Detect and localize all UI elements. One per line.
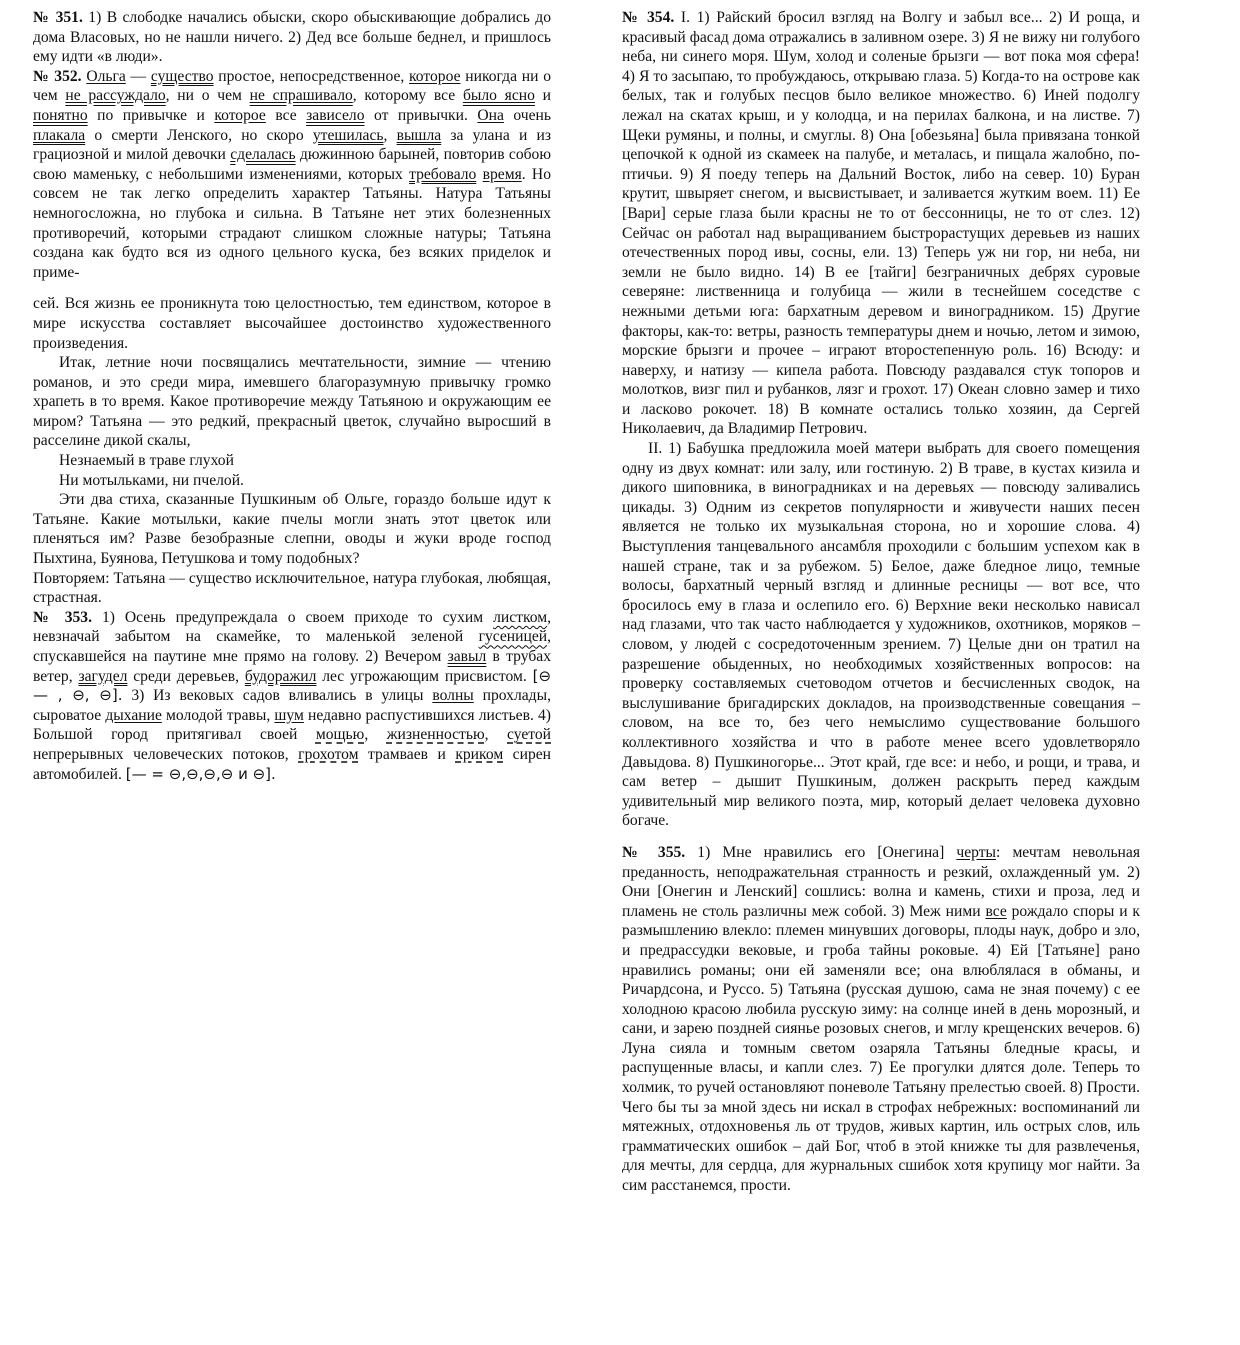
text-run: 3) Из вековых садов вливались в улицы xyxy=(122,687,433,705)
underlined-word: черты xyxy=(956,843,997,861)
underlined-word: понятно xyxy=(33,106,88,124)
exercise-number: № 354. xyxy=(622,9,675,26)
underlined-word: загудел xyxy=(78,667,128,685)
text-run: : мечтам невольная преданность, неподражательная странность и резкий, охлажденный ум. 2) Они [Онегин и Ленский] сошлись: волна и камень, стихи и проза, лед и пламень не столь различны меж собой. 3) Меж ними xyxy=(622,843,1140,920)
text-run: от привычки. xyxy=(364,106,478,124)
exercise-353 xyxy=(33,608,551,784)
underlined-word: существо xyxy=(150,67,214,85)
sentence-scheme: [— = ⊖,⊖,⊖,⊖ и ⊖]. xyxy=(125,764,276,783)
text-run: в трубах ветер, xyxy=(33,648,552,685)
text-run: , спускавшейся на паутине мне прямо на голову. 2) Вечером xyxy=(33,628,551,665)
underlined-word: гусеницей xyxy=(478,628,548,646)
underlined-word: завыл xyxy=(447,648,487,665)
exercise-352 xyxy=(33,67,551,283)
text-run: , xyxy=(484,726,508,744)
exercise-354-part-1 xyxy=(622,8,1140,439)
text-run: недавно распустившихся листьев. 4) Большой город притягивал своей xyxy=(33,706,551,744)
exercise-354-part-2: II. 1) Бабушка предложила моей матери выбрать для своего помещения одну из двух комнат: или залу, или гостиную. 2) В траве, в кустах кизила и дикого шиповника, в виноградниках и на деревьях — повсюду заливались цикады. 3) Одним из секретов популярности и живучести наших песен является не только их музыкальная сторона, но и хорошие слова. 4) Выступления танцевального ансамбля проходили с большим успехом как в нашей стране, так и за рубежом. 5) Белое, даже бледное лицо, темные волосы, бархатный черный взгляд и длинные ресницы — вот все, что бросилось ему в глаза и ослепило его. 6) Верхние веки несколько нависал над глазами, что так часто наблюдается у художников, охотников, моряков – словом, у людей с сосредоточенным зрением. 7) Целые дни он тратил на разрешение обыденных, но необходимых хозяйственных вопросов: на проверку составляемых счетоводом отчетов и бесчисленных сводок, на выслушивание бригадирских докладов, на производственные совещания – словом, на все то, без чего немыслимо существование большого коллективного хозяйства и что в работе менее всего удовлетворяло Давыдова. 8) Пушкиногорье... Этот край, где все: и небо, и рощи, и трава, и сам ветер – дышит Пушкиным, должен раскрыть перед каждым удивительный мир великого поэта, мир, который делает человека духовно богаче. xyxy=(622,440,1140,830)
left-column xyxy=(33,8,551,784)
text-run: дюжинною барыней, повторив собою свою маменьку, с небольшими изменениями, которых xyxy=(33,146,552,183)
underlined-word: листком xyxy=(493,608,548,626)
text-run: молодой травы, xyxy=(161,706,275,724)
underlined-word: грохотом xyxy=(298,745,359,763)
verse-line: Незнаемый в траве глухой xyxy=(59,452,234,470)
exercise-351 xyxy=(33,8,551,67)
underlined-word: плакала xyxy=(33,126,86,144)
spacer xyxy=(622,831,1140,843)
underlined-word: жизненностью xyxy=(386,726,485,744)
text-run: , невзначай забытом на скамейке, то маленькой зеленой xyxy=(33,608,551,646)
exercise-355 xyxy=(622,843,1140,1196)
underlined-word: шум xyxy=(274,706,304,724)
text-run: рождало споры и к размышлению влекло: племен минувших договоры, плоды наук, добро и зло, и предрассудки вековые, и гроба тайны роковые. 4) Ей [Татьяне] рано нравились романы; они ей заменяли все; она влюблялася в обманы, и Ричардсона, и Руссо. 5) Татьяна (русская душою, сама не зная почему) с ее холодною красою любила русскую зиму: на солнце иней в день морозный, и сани, и зарею поздней сиянье розовых снегов, и мглу крещенских вечеров. 6) Луна сияла и томным светом озаряла Татьяны бледные красы, и распущенные власы, и капли слез. 7) Ее прогулки длятся доле. Теперь то холмик, то ручей остановляют поневоле Татьяну прелестью своей. 8) Прости. Чего бы ты за мной здесь ни искал в строфах небрежных: воспоминаний ли мятежных, отдохновенья ль от трудов, живых картин, иль острых слов, иль грамматических ошибок – дай Бог, чтоб в этой книжке ты для развлеченья, для мечты, для сердца, для журнальных сшибок хотя крупицу мог найти. За сим расстанемся, прости. xyxy=(622,902,1140,1195)
underlined-word: дыхание xyxy=(105,706,162,724)
text-run: , xyxy=(364,726,387,744)
text-run: за улана и из грациозной и милой девочки xyxy=(33,126,552,164)
text-run: , которому все xyxy=(352,87,463,105)
text-run: прохлады, сыроватое xyxy=(33,687,551,724)
exercise-number: № 351. xyxy=(33,9,83,26)
exercise-352-continuation: сей. Вся жизнь ее проникнута тою целостностью, тем единством, которое в мире искусства составляет высочайшее достоинство художественного произведения. xyxy=(33,295,551,352)
text-run: — xyxy=(125,67,151,85)
underlined-word: вышла xyxy=(396,126,442,144)
verse-line: Ни мотыльками, ни пчелой. xyxy=(59,471,244,489)
exercise-number: № 355. xyxy=(622,843,686,861)
text-run: трамваев и xyxy=(358,745,456,763)
underlined-word: все xyxy=(985,902,1007,920)
underlined-word: не рассуждало xyxy=(65,87,166,105)
paragraph: Итак, летние ночи посвящались мечтательности, зимние — чтению романов, и это среди мира, имевшего благоразумную привычку громко храпеть в то время. Какое противоречие между Татьяною и окружающим ее миром? Татьяна — это редкий, прекрасный цветок, случайно выросший в расселине дикой скалы, xyxy=(33,354,551,450)
right-column xyxy=(622,8,1140,1196)
text-run: , xyxy=(383,126,397,144)
spacer xyxy=(33,282,551,294)
text-run: по привычке и xyxy=(87,106,215,124)
underlined-word: сделалась xyxy=(230,146,296,164)
text-run: все xyxy=(265,106,307,124)
underlined-word: зависело xyxy=(306,106,365,124)
text-run: лес угрожающим присвистом. xyxy=(316,667,533,685)
text-run: 1) Мне нравились его [Онегина] xyxy=(685,843,957,861)
text-run: сирен автомобилей. xyxy=(33,745,552,783)
text-run: 1) Осень предупреждала о своем приходе то сухим xyxy=(91,608,494,626)
text-run: никогда ни о чем xyxy=(33,67,551,105)
sentence-scheme: [⊖ — , ⊖, ⊖]. xyxy=(33,666,552,705)
underlined-word: которое xyxy=(409,67,461,85)
underlined-word: время xyxy=(482,165,522,183)
paragraph: Эти два стиха, сказанные Пушкиным об Ольге, гораздо больше идут к Татьяне. Какие мотыльки, какие пчелы могли знать этот цветок или пленяться им? Разве безобразные слепни, оводы и жуки вроде господ Пыхтина, Буянова, Петушкова и тому подобных? xyxy=(33,491,551,568)
text-run: , ни о чем xyxy=(165,87,250,105)
underlined-word: не спрашивало xyxy=(249,87,353,105)
text-run: очень xyxy=(503,106,552,124)
underlined-word: суетой xyxy=(507,726,551,744)
text-run: простое, непосредственное, xyxy=(213,67,410,85)
underlined-word: которое xyxy=(214,106,266,124)
text-run: непрерывных человеческих потоков, xyxy=(33,745,299,763)
exercise-text: 1) В слободке начались обыски, скоро обыскивающие добрались до дома Власовых, но не нашли ничего. 2) Дед все больше беднел, и пришлось ему идти «в люди». xyxy=(33,9,552,66)
text-run: среди деревьев, xyxy=(127,667,245,685)
underlined-word: Она xyxy=(477,106,504,124)
underlined-word: мощью xyxy=(315,726,365,744)
exercise-number: № 352. xyxy=(33,67,82,85)
exercise-number: № 353. xyxy=(33,608,92,626)
text-run: и xyxy=(534,87,551,105)
underlined-word: волны xyxy=(432,687,474,705)
underlined-word: требовало xyxy=(409,165,477,183)
paragraph: Повторяем: Татьяна — существо исключительное, натура глубокая, любящая, страстная. xyxy=(33,569,551,607)
underlined-word: утешилась xyxy=(312,126,384,144)
underlined-word: будоражил xyxy=(244,667,317,685)
underlined-word: криком xyxy=(455,745,504,763)
text-run: . Но совсем не так легко определить характер Татьяны. Натура Татьяны немногосложна, но глубока и сильна. В Татьяне нет этих болезненных противоречий, которыми страдают слишком сложные натуры; Татьяна создана как будто вся из одного цельного куска, без всяких приделок и приме- xyxy=(33,165,551,281)
underlined-word: было ясно xyxy=(462,87,535,105)
exercise-text: I. 1) Райский бросил взгляд на Волгу и забыл все... 2) И роща, и красивый фасад дома отражались в заливном озере. 3) Я не вижу ни голубого неба, ни синего моря. Шум, холод и соленые брызги — вот пока моя сфера! 4) Я то засыпаю, то пробуждаюсь, открываю глаза. 5) Когда-то на острове как белых, так и голубых песцов было великое множество. 6) Иней подолгу лежал на скатах крыш, и у колодца, и на перилах балкона, и на листве. 7) Щеки румяны, и полны, и смуглы. 8) Она [обезьяна] была привязана тонкой цепочкой к одной из скамеек на палубе, и металась, и пищала жалобно, по-птичьи. 9) Я поеду теперь на Дальний Восток, либо на север. 10) Буран крутит, швыряет снегом, и высвистывает, и заливается жутким воем. 11) Ее [Вари] серые глаза были красны не то от бессонницы, не то от слез. 12) Сейчас он работал над выращиванием быстрорастущих деревьев из наших отечественных пород ивы, сосны, ели. 13) Теперь уж ни гор, ни неба, ни земли не было видно. 14) В ее [тайги] безграничных дебрях суровые северяне: лиственница и голубица — жили в теснейшем соседстве с нежными детьми юга: бархатным деревом и виноградником. 15) Другие факторы, как-то: ветры, разность температуры днем и ночью, летом и зимою, морские брызги и прочее – играют второстепенную роль. 16) Всюду: и наверху, и натизу — кипела работа. Повсюду раздавался стук топоров и молотков, визг пил и рубанков, лязг и грохот. 17) Океан словно замер и тихо и ласково рокочет. 18) В комнате остались только хозяин, да Сергей Николаевич, да Владимир Петрович. xyxy=(622,9,1140,438)
text-run: о смерти Ленского, но скоро xyxy=(85,126,313,144)
underlined-word: Ольга xyxy=(86,67,126,85)
